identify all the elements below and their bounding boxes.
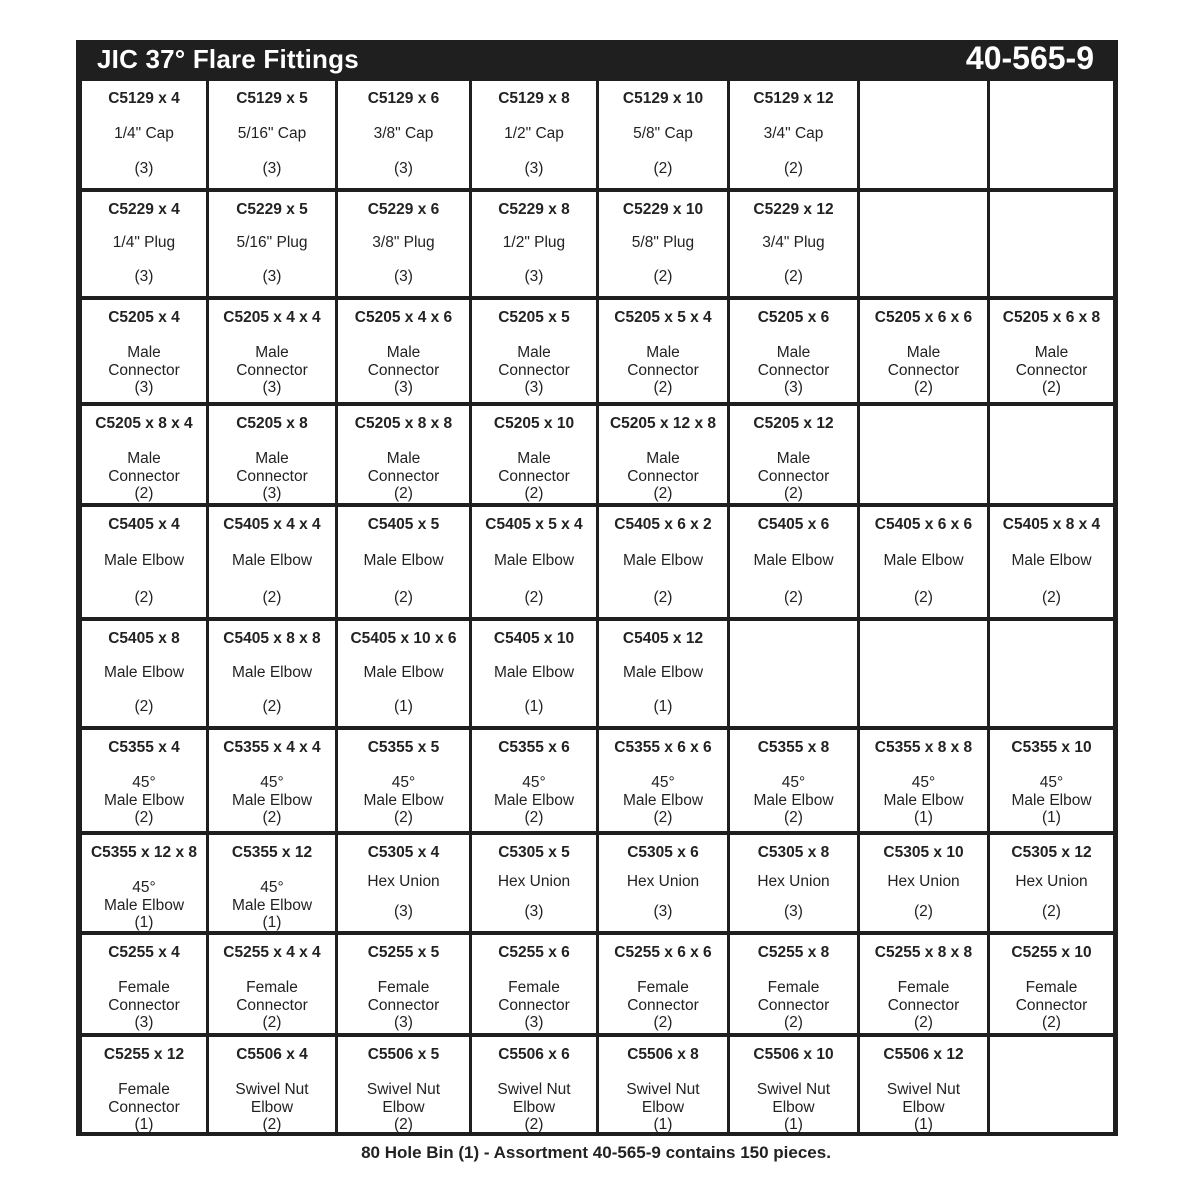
bin-cell — [82, 1037, 206, 1132]
part-number: C5129 x 4 — [108, 90, 180, 107]
part-quantity: (3) — [262, 485, 282, 502]
part-number: C5129 x 5 — [236, 90, 308, 107]
part-quantity: (2) — [262, 698, 282, 715]
bin-cell — [860, 507, 987, 617]
bin-cell — [209, 935, 335, 1033]
part-description: 5/16" Cap — [237, 125, 307, 142]
part-number: C5205 x 10 — [493, 415, 575, 432]
part-quantity: (1) — [262, 914, 282, 931]
part-description: Male Connector — [108, 344, 180, 379]
bin-cell — [209, 730, 335, 831]
bin-cell — [730, 1037, 857, 1132]
part-number: C5305 x 4 — [367, 844, 440, 861]
part-quantity: (2) — [653, 1014, 673, 1031]
part-description: 1/4" Cap — [114, 125, 174, 142]
part-description: Male Connector — [108, 450, 180, 485]
part-description: Swivel Nut Elbow — [497, 1081, 571, 1116]
bin-cell — [338, 507, 469, 617]
part-quantity: (2) — [914, 903, 933, 920]
bin-cell — [990, 935, 1113, 1033]
part-number: C5255 x 5 — [367, 944, 440, 961]
part-number: C5205 x 8 — [236, 415, 308, 432]
part-number: C5355 x 5 — [367, 739, 440, 756]
part-description: Male Connector — [498, 450, 570, 485]
part-description: Swivel Nut Elbow — [756, 1081, 831, 1116]
part-quantity: (3) — [134, 268, 154, 285]
part-description: Male Connector — [236, 450, 308, 485]
assortment-chart — [76, 40, 1118, 1136]
part-quantity: (2) — [653, 379, 673, 396]
part-quantity: (1) — [134, 914, 154, 931]
bin-cell — [599, 1037, 727, 1132]
part-number: C5205 x 4 x 6 — [354, 309, 453, 326]
bin-cell — [472, 1037, 596, 1132]
part-number: C5506 x 4 — [236, 1046, 308, 1063]
bin-cell — [209, 300, 335, 402]
empty-bin-cell — [860, 192, 987, 296]
part-description: 45° Male Elbow — [363, 774, 444, 809]
part-description: 45° Male Elbow — [753, 774, 834, 809]
bin-cell — [599, 507, 727, 617]
part-description: Male Elbow — [363, 664, 444, 681]
part-number: C5405 x 6 x 6 — [874, 516, 973, 533]
bin-cell — [990, 730, 1113, 831]
part-quantity: (2) — [784, 268, 803, 285]
bin-cell — [860, 300, 987, 402]
part-quantity: (1) — [134, 1116, 154, 1132]
part-number: C5355 x 12 x 8 — [90, 844, 197, 861]
part-number: C5255 x 6 — [498, 944, 570, 961]
part-description: Female Connector — [627, 979, 699, 1014]
bin-cell — [209, 835, 335, 931]
bin-cell — [990, 300, 1113, 402]
part-quantity: (3) — [524, 379, 544, 396]
empty-bin-cell — [990, 1037, 1113, 1132]
bin-cell — [599, 621, 727, 726]
bin-cell — [472, 81, 596, 188]
bin-cell — [730, 81, 857, 188]
part-quantity: (3) — [784, 903, 803, 920]
part-description: 45° Male Elbow — [1011, 774, 1092, 809]
part-number: C5205 x 4 x 4 — [223, 309, 321, 326]
assortment-number: 40-565-9 — [965, 40, 1094, 76]
part-number: C5205 x 8 x 8 — [354, 415, 453, 432]
part-number: C5405 x 6 — [757, 516, 830, 533]
bin-cell — [990, 507, 1113, 617]
empty-bin-cell — [860, 81, 987, 188]
part-number: C5405 x 8 x 8 — [223, 630, 321, 647]
part-quantity: (1) — [524, 698, 544, 715]
bin-cell — [82, 406, 206, 503]
part-quantity: (2) — [524, 809, 544, 826]
empty-bin-cell — [730, 621, 857, 726]
part-number: C5305 x 5 — [498, 844, 570, 861]
bin-cell — [82, 81, 206, 188]
bin-cell — [599, 81, 727, 188]
part-description: Male Elbow — [103, 664, 185, 681]
part-quantity: (1) — [653, 698, 673, 715]
part-description: Female Connector — [108, 979, 180, 1014]
bin-cell — [209, 192, 335, 296]
part-number: C5405 x 4 x 4 — [223, 516, 321, 533]
part-description: Male Elbow — [493, 552, 575, 569]
part-description: Male Connector — [367, 344, 440, 379]
part-description: Hex Union — [497, 873, 571, 890]
part-number: C5229 x 10 — [622, 201, 704, 218]
part-quantity: (2) — [524, 589, 544, 606]
part-quantity: (1) — [914, 809, 933, 826]
bin-cell — [599, 406, 727, 503]
part-description: Male Elbow — [231, 664, 313, 681]
part-quantity: (2) — [1042, 589, 1061, 606]
bin-cell — [338, 81, 469, 188]
part-description: 5/16" Plug — [236, 234, 308, 251]
bin-cell — [82, 192, 206, 296]
part-quantity: (2) — [1042, 379, 1061, 396]
part-number: C5305 x 8 — [757, 844, 830, 861]
part-quantity: (3) — [524, 268, 544, 285]
bin-cell — [338, 621, 469, 726]
part-description: 45° Male Elbow — [231, 774, 313, 809]
empty-bin-cell — [860, 406, 987, 503]
part-quantity: (2) — [134, 698, 154, 715]
part-quantity: (2) — [134, 485, 154, 502]
part-quantity: (2) — [784, 485, 803, 502]
part-description: Female Connector — [498, 979, 570, 1014]
bin-cell — [599, 192, 727, 296]
part-description: Hex Union — [757, 873, 830, 890]
part-number: C5355 x 4 x 4 — [223, 739, 321, 756]
part-number: C5129 x 8 — [498, 90, 570, 107]
bin-cell — [730, 835, 857, 931]
part-number: C5355 x 12 — [231, 844, 313, 861]
bin-cell — [599, 935, 727, 1033]
empty-bin-cell — [990, 621, 1113, 726]
bin-cell — [82, 300, 206, 402]
part-description: Hex Union — [367, 873, 440, 890]
part-description: Male Connector — [757, 344, 830, 379]
part-quantity: (3) — [134, 379, 154, 396]
part-quantity: (2) — [262, 1116, 282, 1132]
part-number: C5205 x 5 — [498, 309, 570, 326]
bin-cell — [209, 406, 335, 503]
part-quantity: (3) — [394, 379, 413, 396]
part-description: 3/4" Plug — [762, 234, 825, 251]
part-description: Male Connector — [236, 344, 308, 379]
part-description: Male Elbow — [883, 552, 964, 569]
part-description: Male Connector — [887, 344, 960, 379]
part-quantity: (3) — [394, 160, 413, 177]
part-quantity: (3) — [784, 379, 803, 396]
bin-cell — [472, 835, 596, 931]
bin-cell — [990, 835, 1113, 931]
part-description: Female Connector — [1015, 979, 1088, 1014]
part-number: C5305 x 10 — [883, 844, 964, 861]
part-number: C5255 x 6 x 6 — [614, 944, 712, 961]
part-number: C5506 x 6 — [498, 1046, 570, 1063]
part-quantity: (3) — [524, 903, 544, 920]
bin-cell — [82, 621, 206, 726]
empty-bin-cell — [990, 192, 1113, 296]
part-description: Male Connector — [1015, 344, 1088, 379]
bin-cell — [82, 730, 206, 831]
bin-cell — [730, 730, 857, 831]
part-quantity: (2) — [1042, 1014, 1061, 1031]
bin-cell — [599, 300, 727, 402]
part-description: Male Connector — [627, 344, 699, 379]
part-quantity: (2) — [914, 379, 933, 396]
part-quantity: (2) — [653, 160, 673, 177]
bin-cell — [860, 1037, 987, 1132]
part-description: Female Connector — [757, 979, 830, 1014]
part-quantity: (2) — [653, 485, 673, 502]
part-number: C5205 x 12 x 8 — [609, 415, 716, 432]
part-quantity: (2) — [394, 809, 413, 826]
bin-cell — [730, 192, 857, 296]
part-description: Male Connector — [498, 344, 570, 379]
part-description: 45° Male Elbow — [622, 774, 704, 809]
part-quantity: (2) — [262, 809, 282, 826]
bin-cell — [730, 507, 857, 617]
part-description: Female Connector — [236, 979, 308, 1014]
part-description: 3/8" Plug — [372, 234, 435, 251]
part-number: C5205 x 4 — [108, 309, 180, 326]
part-quantity: (1) — [784, 1116, 803, 1132]
part-quantity: (2) — [524, 1116, 544, 1132]
part-number: C5405 x 8 x 4 — [1002, 516, 1101, 533]
part-description: Male Elbow — [103, 552, 185, 569]
part-number: C5255 x 4 x 4 — [223, 944, 321, 961]
part-quantity: (2) — [394, 485, 413, 502]
part-quantity: (2) — [262, 589, 282, 606]
part-quantity: (2) — [914, 1014, 933, 1031]
part-description: 3/8" Cap — [373, 125, 434, 142]
part-description: Male Connector — [367, 450, 440, 485]
part-quantity: (2) — [784, 160, 803, 177]
part-description: Swivel Nut Elbow — [235, 1081, 309, 1116]
part-quantity: (2) — [134, 589, 154, 606]
bin-cell — [472, 192, 596, 296]
part-description: Female Connector — [887, 979, 960, 1014]
part-description: Female Connector — [367, 979, 440, 1014]
part-number: C5229 x 8 — [498, 201, 570, 218]
part-number: C5405 x 8 — [108, 630, 180, 647]
bin-cell — [472, 730, 596, 831]
part-description: 1/2" Plug — [502, 234, 566, 251]
part-number: C5405 x 10 — [493, 630, 575, 647]
part-quantity: (2) — [1042, 903, 1061, 920]
part-number: C5355 x 10 — [1011, 739, 1092, 756]
bin-cell — [82, 935, 206, 1033]
bin-cell — [860, 730, 987, 831]
part-number: C5355 x 8 — [757, 739, 830, 756]
bin-cell — [472, 507, 596, 617]
part-number: C5355 x 6 x 6 — [614, 739, 712, 756]
part-number: C5305 x 6 — [627, 844, 699, 861]
bin-cell — [338, 406, 469, 503]
part-number: C5205 x 6 x 6 — [874, 309, 973, 326]
part-number: C5255 x 12 — [103, 1046, 185, 1063]
part-description: 1/4" Plug — [112, 234, 176, 251]
part-number: C5405 x 6 x 2 — [614, 516, 712, 533]
part-number: C5405 x 5 — [367, 516, 440, 533]
part-number: C5355 x 6 — [498, 739, 570, 756]
part-description: Hex Union — [626, 873, 700, 890]
part-number: C5405 x 5 x 4 — [485, 516, 583, 533]
part-number: C5255 x 4 — [108, 944, 180, 961]
part-number: C5205 x 5 x 4 — [614, 309, 712, 326]
part-number: C5506 x 5 — [367, 1046, 440, 1063]
part-number: C5506 x 12 — [883, 1046, 964, 1063]
part-number: C5205 x 6 x 8 — [1002, 309, 1101, 326]
part-description: Male Connector — [757, 450, 830, 485]
part-number: C5255 x 8 x 8 — [874, 944, 973, 961]
bin-cell — [82, 835, 206, 931]
bin-cell — [209, 1037, 335, 1132]
part-description: Swivel Nut Elbow — [626, 1081, 700, 1116]
part-quantity: (3) — [653, 903, 673, 920]
bin-cell — [82, 507, 206, 617]
part-number: C5255 x 10 — [1011, 944, 1092, 961]
part-quantity: (3) — [262, 379, 282, 396]
part-quantity: (3) — [524, 160, 544, 177]
part-quantity: (2) — [262, 1014, 282, 1031]
part-number: C5129 x 6 — [367, 90, 440, 107]
part-description: Male Elbow — [363, 552, 444, 569]
part-number: C5229 x 4 — [108, 201, 180, 218]
part-quantity: (1) — [653, 1116, 673, 1132]
part-number: C5229 x 5 — [236, 201, 308, 218]
bin-cell — [472, 406, 596, 503]
part-number: C5506 x 8 — [627, 1046, 699, 1063]
part-description: 5/8" Cap — [633, 125, 693, 142]
part-quantity: (1) — [394, 698, 413, 715]
bin-grid — [76, 40, 1118, 1136]
part-number: C5405 x 4 — [108, 516, 180, 533]
part-description: 45° Male Elbow — [103, 774, 185, 809]
part-description: 45° Male Elbow — [231, 879, 313, 914]
footer-note: 80 Hole Bin (1) - Assortment 40-565-9 contains 150 pieces. — [361, 1143, 831, 1162]
part-quantity: (3) — [134, 1014, 154, 1031]
part-description: Male Elbow — [493, 664, 575, 681]
part-number: C5506 x 10 — [753, 1046, 834, 1063]
part-quantity: (3) — [262, 268, 282, 285]
part-description: Female Connector — [108, 1081, 180, 1116]
bin-cell — [209, 81, 335, 188]
part-number: C5405 x 12 — [622, 630, 704, 647]
part-number: C5205 x 8 x 4 — [95, 415, 193, 432]
empty-bin-cell — [860, 621, 987, 726]
part-description: 3/4" Cap — [763, 125, 824, 142]
part-quantity: (2) — [784, 809, 803, 826]
part-description: Swivel Nut Elbow — [886, 1081, 961, 1116]
part-description: Hex Union — [887, 873, 960, 890]
part-description: Male Elbow — [622, 664, 704, 681]
part-quantity: (1) — [914, 1116, 933, 1132]
part-number: C5205 x 6 — [757, 309, 830, 326]
part-number: C5205 x 12 — [753, 415, 834, 432]
bin-cell — [209, 621, 335, 726]
bin-cell — [338, 935, 469, 1033]
part-number: C5229 x 12 — [753, 201, 834, 218]
bin-cell — [860, 935, 987, 1033]
part-description: 5/8" Plug — [631, 234, 695, 251]
part-quantity: (2) — [914, 589, 933, 606]
part-description: 45° Male Elbow — [883, 774, 964, 809]
part-description: Male Elbow — [622, 552, 704, 569]
part-quantity: (2) — [394, 1116, 413, 1132]
part-quantity: (2) — [394, 589, 413, 606]
part-quantity: (1) — [1042, 809, 1061, 826]
bin-cell — [338, 1037, 469, 1132]
part-number: C5129 x 12 — [753, 90, 834, 107]
part-quantity: (3) — [394, 1014, 413, 1031]
part-description: Swivel Nut Elbow — [366, 1081, 441, 1116]
part-description: 45° Male Elbow — [103, 879, 185, 914]
part-description: Hex Union — [1015, 873, 1088, 890]
part-quantity: (3) — [134, 160, 154, 177]
part-quantity: (2) — [653, 809, 673, 826]
bin-cell — [730, 406, 857, 503]
bin-cell — [730, 300, 857, 402]
bin-cell — [599, 835, 727, 931]
part-quantity: (3) — [394, 903, 413, 920]
part-number: C5405 x 10 x 6 — [350, 630, 457, 647]
bin-cell — [338, 192, 469, 296]
part-number: C5129 x 10 — [622, 90, 704, 107]
part-number: C5355 x 8 x 8 — [874, 739, 973, 756]
part-description: Male Connector — [627, 450, 699, 485]
part-number: C5355 x 4 — [108, 739, 180, 756]
part-quantity: (3) — [262, 160, 282, 177]
part-number: C5305 x 12 — [1011, 844, 1092, 861]
part-quantity: (2) — [524, 485, 544, 502]
bin-cell — [860, 835, 987, 931]
bin-cell — [472, 621, 596, 726]
part-description: Male Elbow — [1011, 552, 1092, 569]
part-description: Male Elbow — [231, 552, 313, 569]
part-description: Male Elbow — [753, 552, 834, 569]
empty-bin-cell — [990, 81, 1113, 188]
bin-cell — [472, 300, 596, 402]
part-quantity: (2) — [653, 589, 673, 606]
empty-bin-cell — [990, 406, 1113, 503]
bin-cell — [599, 730, 727, 831]
bin-cell — [209, 507, 335, 617]
bin-cell — [338, 300, 469, 402]
part-description: 45° Male Elbow — [493, 774, 575, 809]
bin-cell — [338, 835, 469, 931]
bin-cell — [472, 935, 596, 1033]
part-quantity: (2) — [653, 268, 673, 285]
part-quantity: (3) — [524, 1014, 544, 1031]
part-number: C5229 x 6 — [367, 201, 440, 218]
part-number: C5255 x 8 — [757, 944, 830, 961]
part-quantity: (2) — [784, 589, 803, 606]
part-description: 1/2" Cap — [504, 125, 564, 142]
chart-title: JIC 37° Flare Fittings — [97, 44, 359, 74]
part-quantity: (2) — [134, 809, 154, 826]
part-quantity: (2) — [784, 1014, 803, 1031]
bin-cell — [730, 935, 857, 1033]
part-quantity: (3) — [394, 268, 413, 285]
bin-cell — [338, 730, 469, 831]
